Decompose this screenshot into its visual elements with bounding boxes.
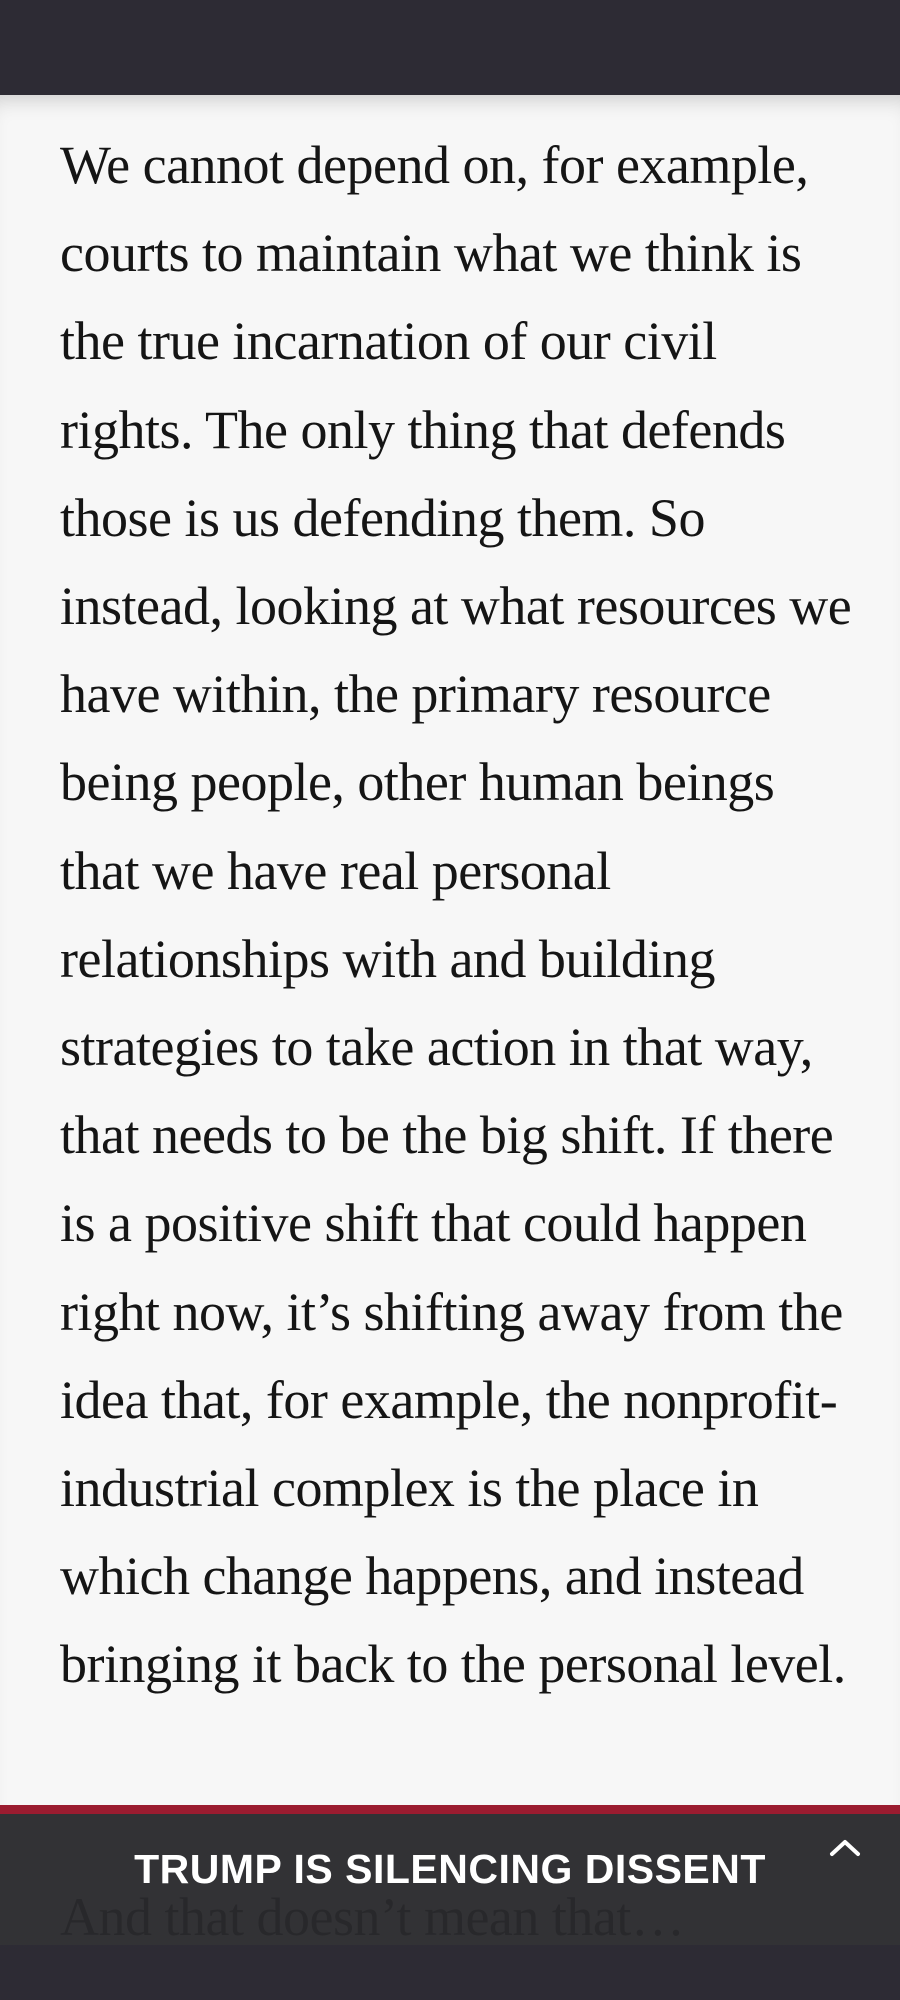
banner-title[interactable]: TRUMP IS SILENCING DISSENT: [134, 1846, 766, 1892]
article-body: [0, 95, 900, 1945]
promo-banner[interactable]: [0, 1805, 900, 1954]
article-paragraph: We cannot depend on, for example, courts to maintain what we think is the true incarnation of our civil rights. The only thing that defends those is us defending them. So instead, looking at what resources we have within, the primary resource being people, other human beings that we have real personal relationships with and building strategies to take action in that way, that needs to be the big shift. If there is a positive shift that could happen right now, it’s shifting away from the idea that, for example, the nonprofit-industrial complex is the place in which change happens, and instead bringing it back to the personal level.: [60, 135, 852, 1695]
banner-expand-button[interactable]: [820, 1828, 870, 1868]
bottom-bar: [0, 1945, 900, 2000]
chevron-up-icon: [820, 1828, 870, 1868]
top-header-bar: [0, 0, 900, 95]
